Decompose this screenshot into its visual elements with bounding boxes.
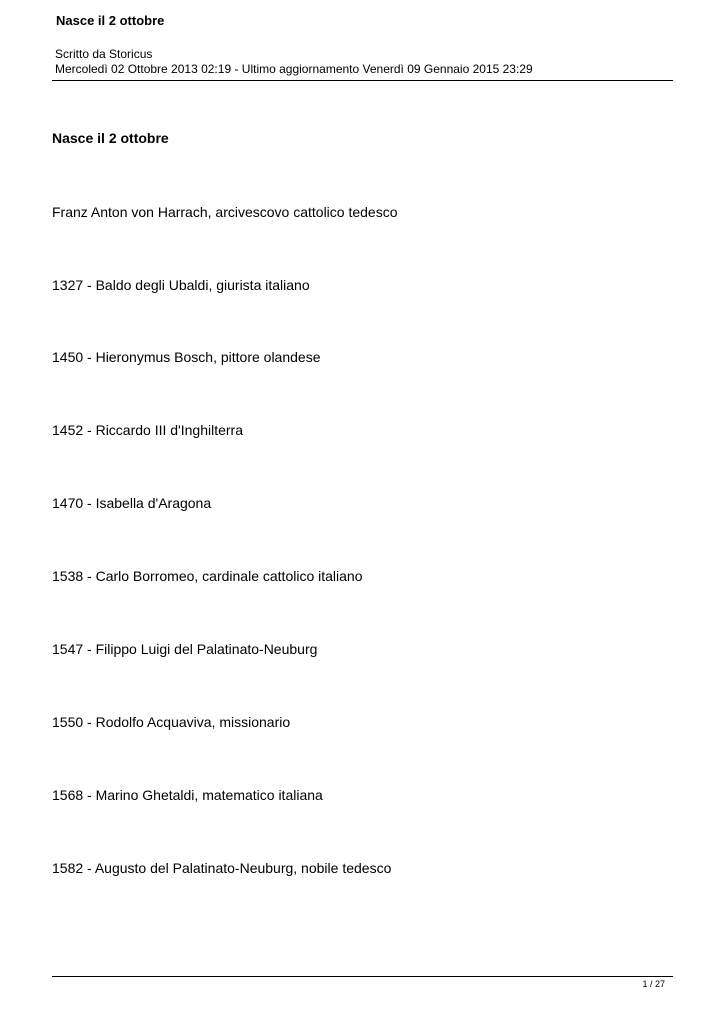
article-title: Nasce il 2 ottobre [52,130,169,146]
header-author: Scritto da Storicus [55,47,153,61]
footer-divider [52,976,673,977]
list-item: 1547 - Filippo Luigi del Palatinato-Neuburg [52,641,318,657]
list-item: 1470 - Isabella d'Aragona [52,495,212,511]
list-item: 1452 - Riccardo III d'Inghilterra [52,422,243,438]
list-item: 1538 - Carlo Borromeo, cardinale cattolico italiano [52,568,363,584]
list-item: 1327 - Baldo degli Ubaldi, giurista italiano [52,277,310,293]
list-item: 1568 - Marino Ghetaldi, matematico italiana [52,787,323,803]
page-number: 1 / 27 [642,979,665,989]
list-item: 1582 - Augusto del Palatinato-Neuburg, nobile tedesco [52,860,392,876]
list-item: 1550 - Rodolfo Acquaviva, missionario [52,714,291,730]
list-item: 1450 - Hieronymus Bosch, pittore olandese [52,349,321,365]
list-item: Franz Anton von Harrach, arcivescovo cattolico tedesco [52,204,398,220]
header-title: Nasce il 2 ottobre [56,13,165,28]
header-dates: Mercoledì 02 Ottobre 2013 02:19 - Ultimo aggiornamento Venerdì 09 Gennaio 2015 23:29 [55,62,533,76]
header-divider [52,80,673,81]
